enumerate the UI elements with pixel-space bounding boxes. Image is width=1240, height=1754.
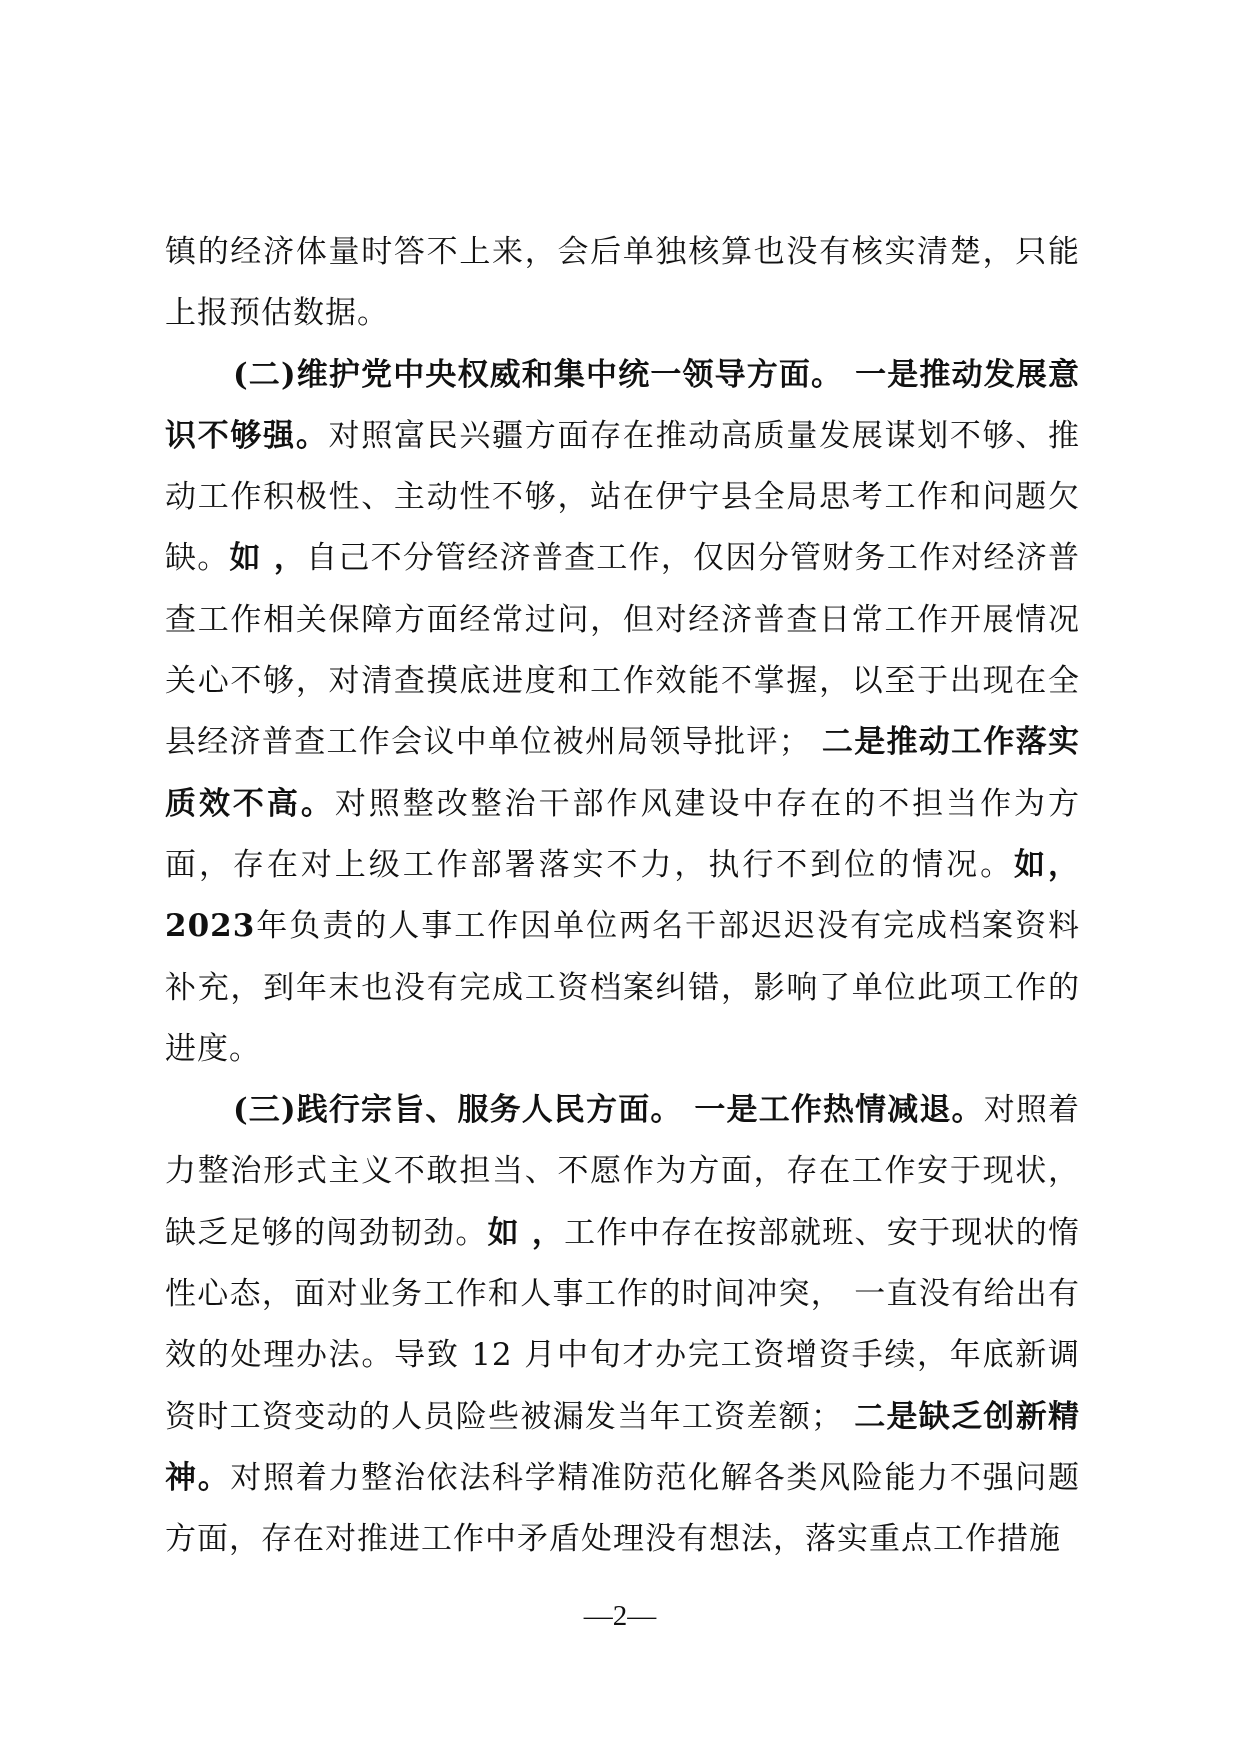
- paragraph-2: [165, 345, 1080, 1081]
- text-run: 工作中存在按部就班、安于现状的惰性心态，面对业务工作和人事工作的时间冲突， 一直没有给出有效的处理办法。导致 12 月中旬才办完工资增资手续，年底新调资时工资变动的人员险些被漏发当年工资差额；: [165, 1214, 1081, 1435]
- example-marker: 如 ，: [487, 1214, 565, 1251]
- text-run: 对照着力整治形式主义不敢担当、不愿作为方面，存在工作安于现状，缺乏足够的闯劲韧劲。: [165, 1092, 1080, 1251]
- section-heading-3: (三)践行宗旨、服务人民方面。 一是工作热情减退。: [233, 1092, 984, 1129]
- subpoint-heading: 二是缺乏创新精神。: [165, 1398, 1080, 1496]
- text-run: 对照着力整治依法科学精准防范化解各类风险能力不强问题方面，存在对推进工作中矛盾处理没有想法，落实重点工作措施: [165, 1459, 1081, 1558]
- section-heading-2: (二)维护党中央权威和集中统一领导方面。 一是推动发展意识不够强。: [165, 356, 1080, 454]
- example-marker: 如，2023: [165, 846, 1081, 945]
- text-run: 镇的经济体量时答不上来，会后单独核算也没有核实清楚，只能上报预估数据。: [165, 234, 1080, 332]
- text-run: 对照整改整治干部作风建设中存在的不担当作为方面，存在对上级工作部署落实不力，执行不到位的情况。: [165, 785, 1081, 883]
- page-number: —2—: [583, 1600, 657, 1632]
- subpoint-heading: 二是推动工作落实质效不高。: [165, 724, 1081, 822]
- text-run: 年负责的人事工作因单位两名干部迟迟没有完成档案资料补充，到年末也没有完成工资档案纠错，影响了单位此项工作的进度。: [165, 908, 1080, 1067]
- example-marker: 如 ，: [229, 540, 307, 577]
- document-body: [165, 222, 1080, 1571]
- text-run: 对照富民兴疆方面存在推动高质量发展谋划不够、推动工作积极性、主动性不够，站在伊宁县全局思考工作和问题欠缺。: [165, 417, 1081, 577]
- paragraph-3: [165, 1080, 1080, 1570]
- paragraph-1: [165, 222, 1080, 345]
- text-run: 自己不分管经济普查工作，仅因分管财务工作对经济普查工作相关保障方面经常过问，但对经济普查日常工作开展情况关心不够，对清查摸底进度和工作效能不掌握，以至于出现在全县经济普查工作会议中单位被州局领导批评；: [165, 540, 1081, 761]
